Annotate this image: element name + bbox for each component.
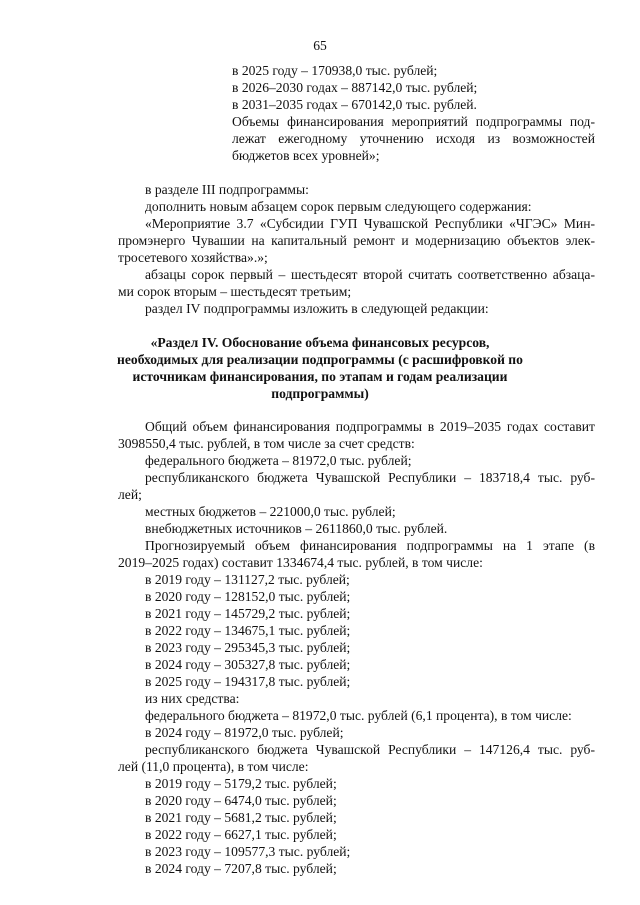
text-line: ми сорок вторым – шестьдесят третьим; xyxy=(118,284,352,299)
text-line: Общий объем финансирования подпрограммы в 2019–2035 годах составит xyxy=(145,419,595,434)
text-line: республиканского бюджета Чувашской Республики – 147126,4 тыс. руб- xyxy=(145,742,595,757)
text-line: в 2022 году – 6627,1 тыс. рублей; xyxy=(145,827,337,842)
text-line: лей (11,0 процента), в том числе: xyxy=(118,759,309,774)
page-number: 65 xyxy=(313,38,327,53)
text-line: лежат ежегодному уточнению исходя из возможностей xyxy=(232,131,595,146)
text-line: федерального бюджета – 81972,0 тыс. рублей (6,1 процента), в том числе: xyxy=(145,708,572,723)
text-line: в 2019 году – 5179,2 тыс. рублей; xyxy=(145,776,337,791)
section-heading: «Раздел IV. Обоснование объема финансовых ресурсов, xyxy=(150,335,490,350)
section-heading: источникам финансирования, по этапам и годам реализации xyxy=(132,369,508,384)
text-line: тросетевого хозяйства».»; xyxy=(118,250,268,265)
text-line: в 2019 году – 131127,2 тыс. рублей; xyxy=(145,572,350,587)
text-line: в 2020 году – 6474,0 тыс. рублей; xyxy=(145,793,337,808)
text-line: из них средства: xyxy=(145,691,240,706)
text-line: в 2026–2030 годах – 887142,0 тыс. рублей; xyxy=(232,80,478,95)
text-line: Объемы финансирования мероприятий подпрограммы под- xyxy=(232,114,595,129)
text-line: 3098550,4 тыс. рублей, в том числе за счет средств: xyxy=(118,436,415,451)
text-line: в разделе III подпрограммы: xyxy=(145,182,309,197)
text-line: в 2024 году – 7207,8 тыс. рублей; xyxy=(145,861,337,876)
text-line: в 2023 году – 295345,3 тыс. рублей; xyxy=(145,640,351,655)
text-line: в 2022 году – 134675,1 тыс. рублей; xyxy=(145,623,351,638)
text-line: внебюджетных источников – 2611860,0 тыс. рублей. xyxy=(145,521,448,536)
text-line: в 2021 году – 5681,2 тыс. рублей; xyxy=(145,810,337,825)
text-line: промэнерго Чувашии на капитальный ремонт и модернизацию объектов элек- xyxy=(118,233,595,248)
text-line: лей; xyxy=(118,487,142,502)
text-line: в 2024 году – 305327,8 тыс. рублей; xyxy=(145,657,351,672)
text-line: 2019–2025 годах) составит 1334674,4 тыс. рублей, в том числе: xyxy=(118,555,483,570)
text-line: «Мероприятие 3.7 «Субсидии ГУП Чувашской Республики «ЧГЭС» Мин- xyxy=(145,216,595,231)
text-line: в 2021 году – 145729,2 тыс. рублей; xyxy=(145,606,351,621)
text-line: бюджетов всех уровней»; xyxy=(232,148,380,163)
section-heading: необходимых для реализации подпрограммы (с расшифровкой по xyxy=(117,352,523,367)
text-line: дополнить новым абзацем сорок первым следующего содержания: xyxy=(145,199,532,214)
text-line: в 2020 году – 128152,0 тыс. рублей; xyxy=(145,589,351,604)
text-line: в 2023 году – 109577,3 тыс. рублей; xyxy=(145,844,351,859)
section-heading: подпрограммы) xyxy=(271,386,369,401)
text-line: в 2025 году – 194317,8 тыс. рублей; xyxy=(145,674,351,689)
text-line: в 2025 году – 170938,0 тыс. рублей; xyxy=(232,63,438,78)
text-line: федерального бюджета – 81972,0 тыс. рублей; xyxy=(145,453,412,468)
text-line: в 2031–2035 годах – 670142,0 тыс. рублей. xyxy=(232,97,477,112)
text-line: в 2024 году – 81972,0 тыс. рублей; xyxy=(145,725,344,740)
text-line: Прогнозируемый объем финансирования подпрограммы на 1 этапе (в xyxy=(145,538,595,553)
text-line: местных бюджетов – 221000,0 тыс. рублей; xyxy=(145,504,396,519)
text-line: раздел IV подпрограммы изложить в следующей редакции: xyxy=(145,301,489,316)
text-line: абзацы сорок первый – шестьдесят второй считать соответственно абзаца- xyxy=(145,267,595,282)
text-line: республиканского бюджета Чувашской Республики – 183718,4 тыс. руб- xyxy=(145,470,595,485)
